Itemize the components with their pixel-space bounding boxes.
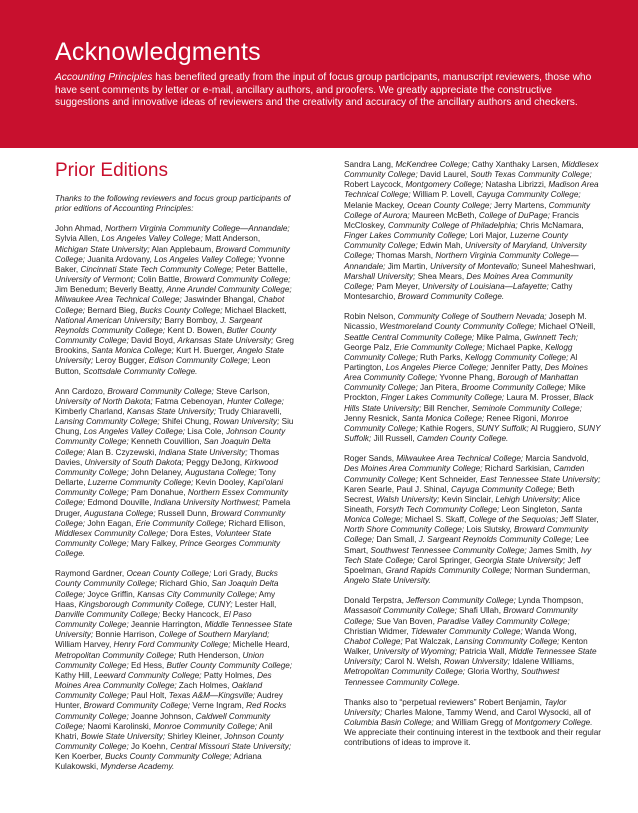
institution-name: Seattle Central Community College;: [344, 332, 475, 342]
institution-name: Rowan University;: [213, 417, 280, 427]
reviewer-name: Jill Russell,: [371, 434, 417, 444]
institution-name: Erie Community College;: [135, 518, 227, 528]
institution-name: Lansing Community College;: [55, 417, 160, 427]
institution-name: Jefferson Community College;: [406, 596, 516, 606]
reviewer-paragraph: [344, 454, 601, 586]
reviewer-name: Jim Martin,: [385, 261, 431, 271]
reviewer-name: Dora Estes,: [167, 528, 216, 538]
reviewer-name: Cathy Xanthaky Larsen,: [469, 160, 562, 169]
institution-name: SUNY Suffolk;: [344, 423, 601, 444]
institution-name: Henry Ford Community College;: [113, 640, 231, 650]
institution-name: Kirkwood Community College;: [55, 457, 279, 477]
institution-name: Ivy Tech State College;: [344, 545, 592, 565]
institution-name: Broward Community College;: [55, 244, 290, 264]
institution-name: Broward Community College;: [344, 525, 589, 545]
institution-name: Johnson County Community College;: [55, 427, 286, 447]
institution-name: North Shore Community College;: [344, 525, 465, 535]
reviewer-name: Melanie Mackey,: [344, 200, 408, 210]
institution-name: Community College of Aurora;: [344, 200, 591, 220]
reviewer-name: Raymond Gardner,: [55, 569, 127, 579]
book-title: Accounting Principles: [55, 72, 153, 83]
reviewer-name: Michelle Heard,: [230, 640, 290, 650]
reviewer-name: Ruth Parks,: [417, 352, 466, 362]
reviewer-name: Adriana Kulakowski,: [55, 752, 262, 772]
reviewer-name: Karen Searle, Paul J. Shinal,: [344, 484, 451, 494]
institution-name: Black Hills State University;: [344, 393, 594, 413]
reviewer-name: Kenton Walker,: [344, 636, 588, 657]
reviewer-name: Wanda Wong,: [522, 626, 577, 636]
reviewer-paragraph: [55, 224, 295, 376]
institution-name: Cincinnati State Tech Community College;: [80, 264, 234, 274]
reviewer-name: Sandra Lang,: [344, 160, 396, 169]
reviewer-name: Sue Van Boven,: [374, 616, 438, 626]
reviewer-name: Leon Button,: [55, 356, 271, 376]
institution-name: College of Southern Maryland;: [158, 630, 270, 640]
reviewer-name: Lynda Thompson,: [515, 596, 584, 606]
institution-name: Massasoit Community College;: [344, 606, 457, 616]
reviewer-name: Zach Holmes,: [176, 681, 232, 691]
reviewer-name: James Smith,: [526, 545, 581, 555]
institution-name: Middlesex Community College;: [344, 160, 599, 180]
institution-name: Walsh University;: [376, 494, 440, 504]
institution-name: Ocean County College;: [407, 200, 492, 210]
reviewer-name: George Palz,: [344, 342, 395, 352]
institution-name: Borough of Manhattan Community College;: [344, 373, 579, 393]
reviewer-name: Shifei Chung,: [159, 417, 214, 427]
reviewer-name: Russell Dunn,: [155, 508, 212, 518]
reviewer-name: Richard Ellison,: [226, 518, 286, 528]
institution-name: Community College of Southern Nevada;: [397, 312, 547, 322]
reviewer-name: Jennifer Patty,: [488, 362, 545, 372]
institution-name: Southwest Tennessee Community College.: [344, 667, 560, 687]
institution-name: Broward Community College;: [107, 386, 214, 396]
reviewer-name: Shafi Ullah,: [456, 606, 504, 616]
reviewer-name: Joanne Johnson,: [128, 711, 196, 721]
institution-name: Hunter College;: [227, 396, 284, 406]
reviewer-name: Fatma Cebenoyan,: [152, 396, 228, 406]
reviewer-name: Cathy Montesarchio,: [344, 281, 573, 302]
right-column: [344, 160, 601, 758]
reviewer-name: Leon Singleton,: [499, 505, 561, 514]
institution-name: East Tennessee State University;: [480, 474, 601, 484]
institution-name: Scottsdale Community College.: [83, 366, 198, 376]
institution-name: Prince Georges Community College.: [55, 539, 281, 559]
institution-name: Columbia Basin College;: [344, 717, 434, 727]
reviewer-name: Jeff Spoelman,: [344, 555, 581, 575]
reviewer-name: Pat Walczak,: [402, 636, 455, 646]
institution-name: Erie Community College;: [394, 342, 485, 352]
institution-name: Johnson County Community College;: [55, 731, 284, 751]
institution-name: College of DuPage;: [478, 210, 550, 220]
institution-name: Community College of Philadelphia;: [387, 220, 518, 230]
institution-name: Northern Virginia Community College—Annandale;: [344, 251, 579, 271]
reviewer-name: Peter Battelle,: [233, 264, 288, 274]
institution-name: Anne Arundel Community College;: [166, 285, 292, 295]
institution-name: Rowan University;: [443, 657, 510, 667]
institution-name: Southwest Tennessee Community College;: [370, 545, 527, 555]
reviewer-name: Richard Sarkisian,: [482, 464, 554, 474]
institution-name: Georgia State University;: [474, 555, 566, 565]
reviewer-name: Shirley Kleiner,: [165, 731, 225, 741]
reviewer-name: David Boyd,: [128, 336, 178, 346]
reviewer-name: Richard Ghio,: [156, 579, 212, 589]
reviewer-name: Amy Haas,: [55, 589, 276, 609]
reviewer-name: Sylvia Allen,: [55, 234, 102, 244]
reviewer-name: Francis McCloskey,: [344, 210, 579, 230]
reviewer-name: Paul Holt,: [128, 691, 169, 701]
institution-name: University of South Dakota;: [84, 457, 184, 467]
institution-name: Middle Tennessee State University;: [344, 647, 597, 667]
reviewer-name: Kenneth Couvillion,: [128, 437, 204, 447]
institution-name: Leeward Community College;: [94, 670, 202, 680]
institution-name: Metropolitan Community College;: [344, 667, 466, 677]
reviewer-name: Christian Widmer,: [344, 626, 411, 636]
institution-name: Santa Monica College;: [401, 413, 485, 423]
reviewer-name: Lori Grady,: [211, 569, 256, 579]
reviewer-name: Shea Mears,: [415, 271, 467, 281]
institution-name: Broward Community College;: [344, 606, 578, 626]
reviewer-name: Edwin Mah,: [417, 241, 466, 251]
institution-name: Broome Community College;: [461, 383, 567, 393]
reviewer-name: Idalene Williams,: [509, 657, 575, 667]
reviewer-name: Bonnie Harrison,: [93, 630, 159, 640]
institution-name: Westmoreland County Community College;: [379, 322, 537, 332]
institution-name: Middle Tennessee State University;: [55, 620, 293, 640]
reviewer-paragraph: [344, 596, 601, 687]
reviewer-name: Juanita Ardovany,: [85, 254, 155, 264]
institution-name: Union Community College;: [55, 650, 264, 670]
institution-name: Kansas City Community College;: [137, 589, 257, 599]
reviewer-name: Verne Ingram,: [190, 701, 247, 711]
reviewer-name: John Eagan,: [85, 518, 136, 528]
reviewer-name: David Laurel,: [417, 170, 471, 180]
reviewer-name: Tony Dellarte,: [55, 467, 276, 488]
reviewer-name: Donald Terpstra,: [344, 596, 407, 606]
institution-name: Des Moines Area Community College;: [55, 670, 272, 691]
reviewer-name: Natasha Librizzi,: [483, 180, 549, 190]
institution-name: Bucks County Community College;: [55, 569, 278, 589]
institution-name: Montgomery College.: [514, 717, 593, 727]
institution-name: Angelo State University;: [55, 346, 284, 366]
reviewer-name: Yvonne Phang,: [437, 373, 498, 383]
reviewer-name: Patricia Wall,: [457, 647, 510, 657]
institution-name: Finger Lakes Community College;: [344, 231, 468, 241]
institution-name: Monroe Community College;: [153, 721, 258, 731]
reviewer-name: John Delaney,: [128, 467, 186, 477]
institution-name: Lansing Community College;: [454, 636, 560, 646]
reviewer-name: Anil Khatri,: [55, 721, 273, 741]
institution-name: Angelo State University.: [344, 576, 431, 586]
reviewer-name: Thomas Davies,: [55, 447, 280, 467]
reviewer-paragraph: [344, 698, 601, 749]
institution-name: Danville Community College;: [55, 609, 161, 619]
reviewer-name: Kevin Sinclair,: [439, 494, 496, 504]
reviewer-name: Marcia Sandvold,: [523, 454, 589, 464]
institution-name: Chabot College;: [55, 295, 285, 315]
reviewer-name: Al Ruggiero,: [528, 423, 578, 433]
reviewer-name: Lori Major,: [467, 231, 511, 241]
institution-name: University of Louisiana—Lafayette;: [422, 281, 549, 291]
reviewer-name: Barry Bomboy,: [162, 315, 221, 325]
reviewer-name: Greg Brookins,: [55, 336, 294, 356]
institution-name: Central Missouri State University;: [170, 741, 292, 751]
institution-name: Broward Community College;: [83, 701, 191, 711]
institution-name: Red Rocks Community College;: [55, 701, 287, 721]
institution-name: Milwaukee Area Technical College;: [396, 454, 524, 464]
institution-name: Bucks County College;: [139, 305, 223, 315]
reviewer-name: Colin Battle,: [135, 275, 184, 285]
reviewer-name: Lee Smart,: [344, 535, 589, 555]
reviewer-name: Steve Carlson,: [213, 386, 270, 396]
reviewer-name: Pam Donahue,: [128, 488, 188, 498]
institution-name: Gwinnett Tech;: [523, 332, 579, 342]
institution-name: Edison Community College;: [148, 356, 250, 366]
reviewer-name: Jan Pitera,: [417, 383, 462, 393]
reviewer-name: Jerry Martens,: [491, 200, 549, 210]
institution-name: University of North Dakota;: [55, 396, 153, 406]
reviewer-name: Yvonne Baker,: [55, 254, 285, 274]
institution-name: Des Moines Area Community College;: [344, 271, 573, 291]
reviewer-name: Jo Koehn,: [128, 741, 171, 751]
institution-name: Los Angeles Valley College;: [83, 427, 186, 437]
reviewer-name: Kathy Hill,: [55, 670, 95, 680]
institution-name: Des Moines Area Community College;: [344, 362, 588, 383]
reviewer-name: Patty Holmes,: [201, 670, 258, 680]
reviewer-name: Mike Prockton,: [344, 383, 586, 403]
reviewer-name: William Harvey,: [55, 640, 114, 650]
reviewer-name: Mike Palma,: [474, 332, 524, 342]
reviewer-name: Robert Laycock,: [344, 180, 406, 190]
institution-name: Luzerne County Community College;: [344, 231, 568, 251]
reviewer-name: Kathie Rogers,: [417, 423, 477, 433]
reviewer-name: Jeannie Harrington,: [128, 620, 205, 630]
institution-name: J. Sargeant Reynolds Community College;: [55, 315, 263, 335]
institution-name: Madison Area Technical College;: [344, 180, 599, 200]
reviewer-name: Renee Rigoni,: [484, 413, 541, 423]
institution-name: Kellogg Community College;: [344, 342, 573, 362]
institution-name: Lehigh University;: [495, 494, 561, 504]
reviewer-name: Becky Hancock,: [160, 609, 224, 619]
institution-name: Kellogg Community College;: [465, 352, 569, 362]
reviewer-name: Maureen McBeth,: [409, 210, 479, 220]
institution-name: Broward Community College;: [55, 508, 286, 528]
reviewer-paragraph: [55, 387, 295, 560]
reviewer-name: Siu Chung,: [55, 417, 294, 437]
section-intro: Thanks to the following reviewers and focus group participants of prior editions of Accounting Principles:: [55, 194, 291, 214]
reviewer-name: Kurt H. Buerger,: [173, 346, 238, 356]
reviewer-name: Alice Sineath,: [344, 494, 581, 514]
reviewer-name: Robin Nelson,: [344, 312, 398, 322]
reviewer-name: Chris McNamara,: [517, 220, 584, 230]
reviewer-name: Gloria Worthy,: [465, 667, 522, 677]
reviewer-name: Joseph M. Nicassio,: [344, 312, 587, 332]
reviewer-name: Ed Hess,: [128, 660, 167, 670]
institution-name: Los Angeles Valley College;: [101, 234, 203, 244]
institution-name: Augustana College;: [84, 508, 156, 518]
institution-name: Broward Community College.: [397, 292, 505, 302]
reviewer-name: Edmond Douville,: [85, 498, 154, 508]
reviewer-name: Jeff Slater,: [557, 515, 599, 525]
institution-name: Marshall University;: [344, 271, 416, 281]
header-banner: [0, 0, 638, 148]
reviewer-name: Jenny Resnick,: [344, 413, 402, 423]
institution-name: Butler County Community College;: [166, 660, 293, 670]
reviewer-name: Lisa Cole,: [185, 427, 226, 437]
reviewer-name: Michael S. Skaff,: [402, 515, 469, 525]
institution-name: Los Angeles Valley College;: [154, 254, 256, 264]
institution-name: Texas A&M—Kingsville;: [168, 691, 256, 701]
institution-name: Finger Lakes Community College;: [380, 393, 505, 403]
institution-name: National American University;: [55, 315, 163, 325]
institution-name: Metropolitan Community College;: [55, 650, 177, 660]
institution-name: Indiana University Northwest;: [153, 498, 261, 508]
institution-name: Camden Community College;: [344, 464, 585, 484]
institution-name: Monroe Community College;: [344, 413, 569, 433]
reviewer-name: Laura M. Prosser,: [504, 393, 574, 403]
institution-name: University of Maryland, University College;: [344, 241, 587, 261]
institution-name: J. Sargeant Reynolds Community College;: [418, 535, 573, 545]
reviewer-name: Trudy Chiaravelli,: [216, 406, 282, 416]
reviewer-name: Kent Schneider,: [417, 474, 481, 484]
institution-name: South Texas Community College;: [470, 170, 592, 180]
institution-name: El Paso Community College;: [55, 609, 252, 630]
reviewer-name: Leroy Bugger,: [93, 356, 149, 366]
reviewer-name: Carol N. Welsh,: [382, 657, 444, 667]
reviewer-name: Lester Hall,: [232, 599, 277, 609]
institution-name: Bucks County Community College;: [105, 752, 232, 762]
reviewer-name: Matt Anderson,: [202, 234, 261, 244]
reviewer-name: Michael Blackett,: [222, 305, 287, 315]
institution-name: University of Wyoming;: [373, 647, 457, 657]
institution-name: Montgomery College;: [405, 180, 484, 190]
institution-name: Forsyth Tech Community College;: [376, 505, 500, 514]
reviewer-name: Dan Small,: [374, 535, 419, 545]
reviewer-name: Bill Rencher,: [421, 403, 472, 413]
institution-name: University of Vermont;: [55, 275, 136, 285]
institution-name: Milwaukee Area Technical College;: [55, 295, 182, 305]
institution-name: Broward Community College;: [183, 275, 291, 285]
reviewer-name: and William Gregg of: [433, 717, 515, 727]
reviewer-name: Thomas Marsh,: [374, 251, 436, 261]
reviewer-name: Ann Cardozo,: [55, 386, 108, 396]
institution-name: Tidewater Community College;: [410, 626, 523, 636]
reviewer-name: Mary Falkey,: [128, 539, 180, 548]
reviewer-name: Al Partington,: [344, 352, 578, 372]
reviewer-name: Jaswinder Bhangal,: [181, 295, 258, 305]
institution-name: Santa Monica College;: [344, 505, 583, 525]
institution-name: McKendree College;: [395, 160, 470, 169]
reviewer-paragraph: [55, 569, 295, 772]
institution-name: Ocean County College;: [126, 569, 212, 579]
reviewer-name: Michael O'Neill,: [536, 322, 596, 332]
institution-name: Taylor University;: [344, 697, 567, 717]
reviewer-paragraph: [344, 160, 601, 302]
institution-name: Cayuga Community College;: [476, 190, 581, 200]
institution-name: Middlesex Community College;: [55, 528, 168, 538]
institution-name: Michigan State University;: [55, 244, 150, 254]
reviewer-name: Bernard Bieg,: [85, 305, 140, 315]
reviewer-name: Lois Slutsky,: [464, 525, 515, 535]
institution-name: Bowie State University;: [80, 731, 166, 741]
institution-name: Paradise Valley Community College;: [437, 616, 570, 626]
reviewer-name: Alan Applebaum,: [149, 244, 216, 254]
institution-name: Luzerne Community College;: [87, 478, 194, 488]
institution-name: Seminole Community College;: [471, 403, 582, 413]
reviewer-name: Kimberly Charland,: [55, 406, 127, 416]
reviewer-name: William P. Lovell,: [410, 190, 477, 200]
institution-name: Volunteer State Community College;: [55, 528, 272, 548]
reviewer-name: Naomi Karolinski,: [85, 721, 154, 731]
reviewer-name: Pamela Druger,: [55, 498, 291, 518]
reviewer-name: Beth Secrest,: [344, 484, 575, 504]
institution-name: Cayuga Community College;: [450, 484, 556, 494]
reviewer-paragraph: [344, 312, 601, 444]
institution-name: College of the Sequoias;: [468, 515, 558, 525]
reviewer-name: Norman Sunderman,: [511, 565, 591, 575]
reviewer-name: We appreciate their continuing interest in the textbook and their regular contributions of ideas to improve it.: [344, 728, 601, 748]
section-title: Prior Editions: [55, 160, 168, 181]
institution-name: Kapi'olani Community College;: [55, 478, 284, 498]
institution-name: Augustana College;: [185, 467, 257, 477]
page-title: Acknowledgments: [55, 38, 261, 66]
reviewer-name: Kevin Dooley,: [193, 478, 248, 488]
reviewer-name: Peggy DeJong,: [183, 457, 245, 467]
institution-name: San Joaquin Delta College;: [55, 437, 271, 457]
reviewer-name: Kent D. Bowen,: [165, 325, 227, 335]
reviewer-name: Suneel Maheshwari,: [519, 261, 596, 271]
institution-name: Mynderse Academy.: [100, 762, 175, 772]
reviewer-name: Carol Springer,: [415, 555, 475, 565]
institution-name: San Joaquin Delta College;: [55, 579, 279, 599]
institution-name: SUNY Suffolk;: [476, 423, 529, 433]
institution-name: Kingsborough Community College, CUNY;: [78, 599, 233, 609]
institution-name: Arkansas State University;: [177, 336, 274, 346]
reviewer-name: Charles Malone, Tammy Wend, and Carol Wysocki, all of: [382, 707, 591, 717]
institution-name: Caldwell Community College;: [55, 711, 271, 731]
institution-name: Oakland Community College;: [55, 681, 263, 701]
reviewer-name: Joyce Griffin,: [85, 589, 138, 599]
institution-name: Des Moines Area Community College;: [344, 464, 483, 474]
institution-name: Butler County Community College;: [55, 325, 277, 346]
institution-name: Kansas State University;: [126, 406, 217, 416]
institution-name: Northern Virginia Community College—Annandale;: [105, 224, 290, 234]
reviewer-name: Ken Koerber,: [55, 752, 106, 762]
institution-name: Los Angeles Pierce College;: [385, 362, 489, 372]
left-column: [55, 160, 295, 782]
institution-name: Indiana State University;: [158, 447, 248, 457]
reviewer-name: Audrey Hunter,: [55, 691, 283, 711]
reviewer-name: Thanks also to “perpetual reviewers” Robert Benjamin,: [344, 697, 545, 707]
institution-name: Santa Monica College;: [91, 346, 174, 356]
reviewer-name: Alan B. Czyzewski,: [85, 447, 159, 457]
institution-name: University of Montevallo;: [430, 261, 520, 271]
reviewer-name: John Ahmad,: [55, 224, 106, 234]
institution-name: Northern Essex Community College;: [55, 488, 288, 508]
intro-text: has benefited greatly from the input of focus group participants, manuscript reviewers, those who have sent comments by letter or e-mail, ancillary authors, and proofers. We greatly appreciate the constructive suggestions and innovative ideas of reviewers and the creativity and accuracy of the ancillary authors and checkers.: [55, 72, 592, 109]
reviewer-name: Roger Sands,: [344, 454, 397, 464]
intro-paragraph: [55, 72, 595, 110]
institution-name: Chabot College;: [344, 636, 403, 646]
reviewer-name: Pam Meyer,: [374, 281, 423, 291]
reviewer-name: Michael Papke,: [484, 342, 546, 352]
institution-name: Grand Rapids Community College;: [385, 565, 512, 575]
institution-name: Camden County College.: [416, 434, 509, 444]
reviewer-name: Ruth Henderson,: [176, 650, 243, 660]
reviewer-name: Jim Benedum; Beverly Beatty,: [55, 285, 167, 295]
